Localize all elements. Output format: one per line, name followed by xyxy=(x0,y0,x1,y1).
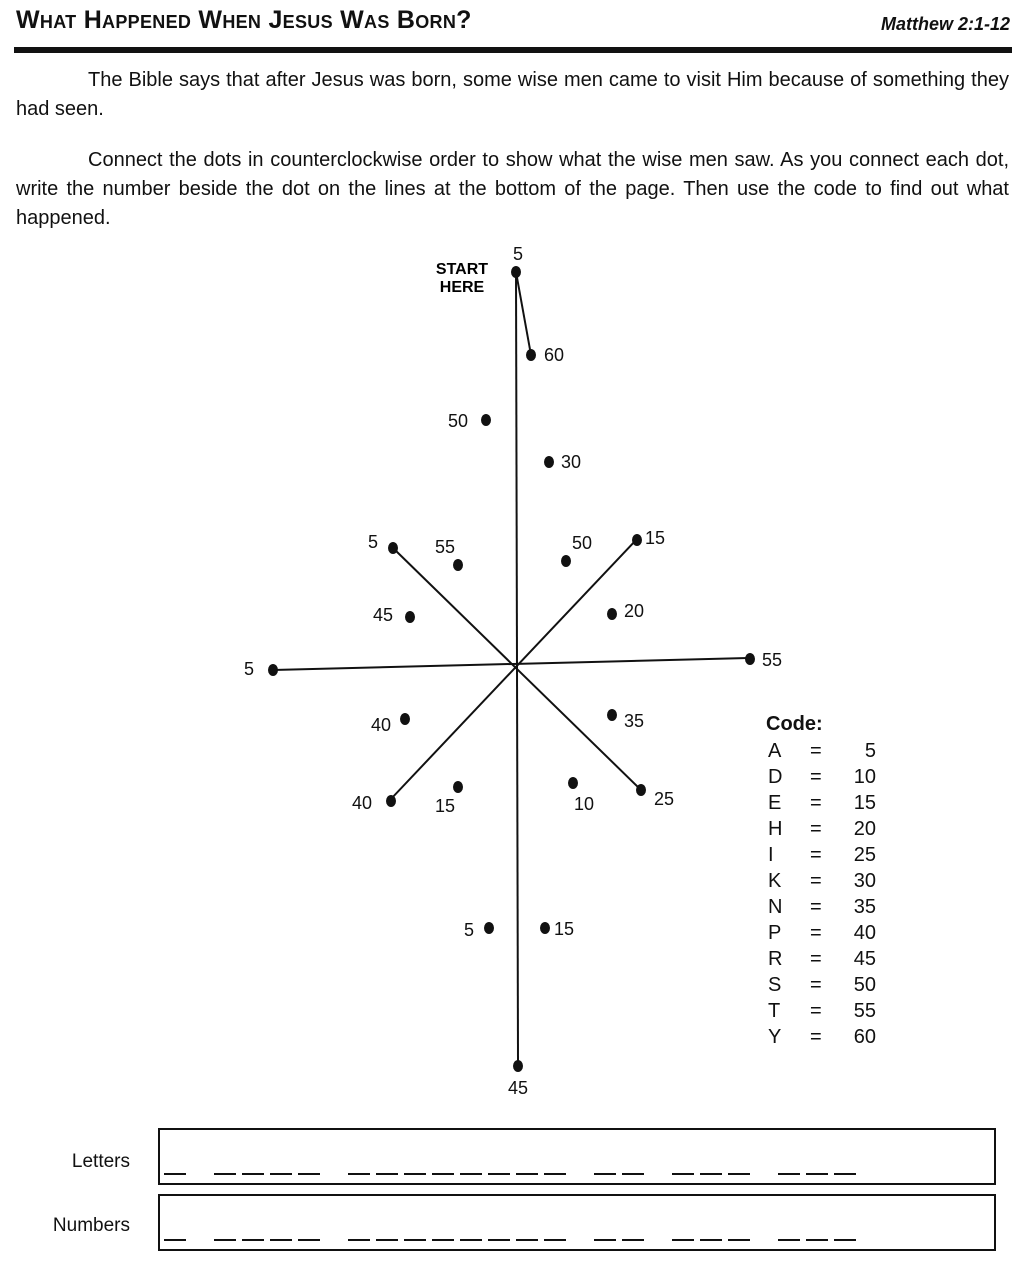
answer-word xyxy=(778,1172,856,1175)
answer-blank[interactable] xyxy=(242,1238,264,1241)
answer-blank[interactable] xyxy=(242,1172,264,1175)
numbers-answer-box[interactable] xyxy=(158,1194,996,1251)
code-title: Code: xyxy=(766,713,823,735)
dot xyxy=(636,784,646,796)
code-value: 45 xyxy=(853,948,876,970)
dot-label: 15 xyxy=(554,919,575,939)
answer-blank[interactable] xyxy=(298,1172,320,1175)
dot xyxy=(607,709,617,721)
intro-paragraph: The Bible says that after Jesus was born, some wise men came to visit Him because of something they had seen. xyxy=(16,69,1009,120)
code-value: 35 xyxy=(853,896,876,918)
code-letter: S xyxy=(768,974,782,996)
answer-blank[interactable] xyxy=(376,1172,398,1175)
answer-blank[interactable] xyxy=(806,1172,828,1175)
dot-label: 20 xyxy=(624,601,645,621)
code-row xyxy=(766,842,876,868)
code-letter: N xyxy=(768,896,783,918)
dot xyxy=(268,664,278,676)
dot xyxy=(526,349,536,361)
letters-blanks xyxy=(164,1172,856,1175)
dot-label: 25 xyxy=(654,789,675,809)
answer-blank[interactable] xyxy=(460,1172,482,1175)
code-letter: E xyxy=(768,792,782,814)
answer-blank[interactable] xyxy=(672,1172,694,1175)
scripture-reference: Matthew 2:1-12 xyxy=(880,14,1010,34)
answer-blank[interactable] xyxy=(806,1238,828,1241)
code-letter: Y xyxy=(768,1026,782,1048)
dot-label: 5 xyxy=(464,920,475,940)
code-value: 20 xyxy=(853,818,876,840)
letters-label: Letters xyxy=(71,1151,130,1172)
answer-blank[interactable] xyxy=(214,1238,236,1241)
code-row xyxy=(766,920,876,946)
answer-word xyxy=(594,1238,644,1241)
dot-label: 60 xyxy=(544,345,565,365)
code-letter: R xyxy=(768,948,783,970)
code-value: 60 xyxy=(853,1026,876,1048)
code-equals: = xyxy=(810,740,822,762)
dot xyxy=(544,456,554,468)
code-letter: A xyxy=(768,740,782,762)
dot-label: 50 xyxy=(448,411,469,431)
code-equals: = xyxy=(810,922,822,944)
answer-blank[interactable] xyxy=(432,1238,454,1241)
dot-label: 15 xyxy=(645,528,666,548)
answer-blank[interactable] xyxy=(298,1238,320,1241)
code-equals: = xyxy=(810,766,822,788)
dot xyxy=(632,534,642,546)
start-line xyxy=(516,272,531,355)
dot xyxy=(453,559,463,571)
dot xyxy=(511,266,521,278)
code-row xyxy=(766,972,876,998)
dot xyxy=(484,922,494,934)
code-value: 55 xyxy=(853,1000,876,1022)
dot-label: 35 xyxy=(624,711,645,731)
code-row xyxy=(766,998,876,1024)
answer-blank[interactable] xyxy=(214,1172,236,1175)
dot-label: 55 xyxy=(762,650,783,670)
code-letter: D xyxy=(768,766,783,788)
answer-blank[interactable] xyxy=(488,1238,510,1241)
dot xyxy=(561,555,571,567)
code-letter: T xyxy=(768,1000,781,1022)
code-equals: = xyxy=(810,818,822,840)
code-row xyxy=(766,790,876,816)
dot-label: 30 xyxy=(561,452,582,472)
code-row xyxy=(766,894,876,920)
dot xyxy=(513,1060,523,1072)
code-row xyxy=(766,946,876,972)
answer-blank[interactable] xyxy=(164,1238,186,1241)
code-row xyxy=(766,764,876,790)
code-value: 10 xyxy=(853,766,876,788)
answer-blank[interactable] xyxy=(700,1238,722,1241)
dot xyxy=(607,608,617,620)
code-row xyxy=(766,868,876,894)
code-value: 40 xyxy=(853,922,876,944)
dot-label: 45 xyxy=(373,605,394,625)
answer-blank[interactable] xyxy=(834,1172,856,1175)
answer-word xyxy=(594,1172,644,1175)
code-value: 30 xyxy=(853,870,876,892)
dot-label: 55 xyxy=(435,537,456,557)
answer-blank[interactable] xyxy=(164,1172,186,1175)
answer-blank[interactable] xyxy=(672,1238,694,1241)
dot xyxy=(745,653,755,665)
answer-blank[interactable] xyxy=(270,1172,292,1175)
dot-label: 5 xyxy=(512,244,524,264)
start-label-1: START xyxy=(435,261,489,278)
answer-blank[interactable] xyxy=(348,1172,370,1175)
code-value: 25 xyxy=(853,844,876,866)
code-equals: = xyxy=(810,1000,822,1022)
dot-label: 50 xyxy=(572,533,593,553)
answer-blank[interactable] xyxy=(516,1238,538,1241)
dot-label: 5 xyxy=(244,659,255,679)
answer-word xyxy=(348,1172,566,1175)
dot xyxy=(481,414,491,426)
answer-blank[interactable] xyxy=(622,1172,644,1175)
code-row xyxy=(766,738,876,764)
answer-blank[interactable] xyxy=(404,1172,426,1175)
code-value: 50 xyxy=(853,974,876,996)
answer-word xyxy=(214,1238,320,1241)
code-value: 15 xyxy=(853,792,876,814)
answer-word xyxy=(672,1172,750,1175)
answer-word xyxy=(348,1238,566,1241)
answer-blank[interactable] xyxy=(778,1238,800,1241)
answer-blank[interactable] xyxy=(778,1172,800,1175)
answer-blank[interactable] xyxy=(728,1238,750,1241)
code-equals: = xyxy=(810,1026,822,1048)
answer-blank[interactable] xyxy=(622,1238,644,1241)
answer-word xyxy=(778,1238,856,1241)
answer-blank[interactable] xyxy=(700,1172,722,1175)
answer-blank[interactable] xyxy=(488,1172,510,1175)
code-letter: K xyxy=(768,870,782,892)
code-letter: P xyxy=(768,922,782,944)
dot xyxy=(405,611,415,623)
code-equals: = xyxy=(810,792,822,814)
code-equals: = xyxy=(810,948,822,970)
letters-answer-box[interactable] xyxy=(158,1128,996,1185)
answer-blank[interactable] xyxy=(376,1238,398,1241)
dot xyxy=(400,713,410,725)
answer-word xyxy=(164,1238,186,1241)
diagonal-line-2 xyxy=(390,540,636,800)
dot xyxy=(568,777,578,789)
numbers-blanks xyxy=(164,1238,856,1241)
answer-blank[interactable] xyxy=(594,1172,616,1175)
dot xyxy=(540,922,550,934)
answer-blank[interactable] xyxy=(404,1238,426,1241)
start-label-2: HERE xyxy=(439,279,485,296)
code-equals: = xyxy=(810,896,822,918)
code-equals: = xyxy=(810,974,822,996)
dot-label: 10 xyxy=(574,794,595,814)
dot-label: 15 xyxy=(435,796,456,816)
dot-label: 40 xyxy=(352,793,373,813)
code-letter: H xyxy=(768,818,783,840)
code-value: 5 xyxy=(864,740,876,762)
dot-label: 45 xyxy=(507,1078,529,1098)
code-letter: I xyxy=(768,844,774,866)
dot-label: 40 xyxy=(371,715,392,735)
code-row xyxy=(766,816,876,842)
dot xyxy=(386,795,396,807)
answer-word xyxy=(672,1238,750,1241)
answer-blank[interactable] xyxy=(432,1172,454,1175)
answer-word xyxy=(214,1172,320,1175)
dot-label: 5 xyxy=(368,532,379,552)
answer-blank[interactable] xyxy=(544,1238,566,1241)
answer-blank[interactable] xyxy=(544,1172,566,1175)
numbers-label: Numbers xyxy=(52,1215,130,1236)
answer-blank[interactable] xyxy=(728,1172,750,1175)
code-equals: = xyxy=(810,844,822,866)
code-equals: = xyxy=(810,870,822,892)
dot xyxy=(388,542,398,554)
answer-blank[interactable] xyxy=(348,1238,370,1241)
answer-blank[interactable] xyxy=(460,1238,482,1241)
code-key xyxy=(766,713,876,1050)
answer-word xyxy=(164,1172,186,1175)
answer-blank[interactable] xyxy=(516,1172,538,1175)
answer-blank[interactable] xyxy=(270,1238,292,1241)
answer-blank[interactable] xyxy=(834,1238,856,1241)
code-row xyxy=(766,1024,876,1050)
star-lines xyxy=(273,272,748,1062)
page-title: What Happened When Jesus Was Born? xyxy=(16,6,472,34)
instructions-paragraph: Connect the dots in counterclockwise order to show what the wise men saw. As you connect each dot, write the number beside the dot on the lines at the bottom of the page. Then use the code to find out what happened. xyxy=(16,149,1009,229)
dot xyxy=(453,781,463,793)
answer-blank[interactable] xyxy=(594,1238,616,1241)
